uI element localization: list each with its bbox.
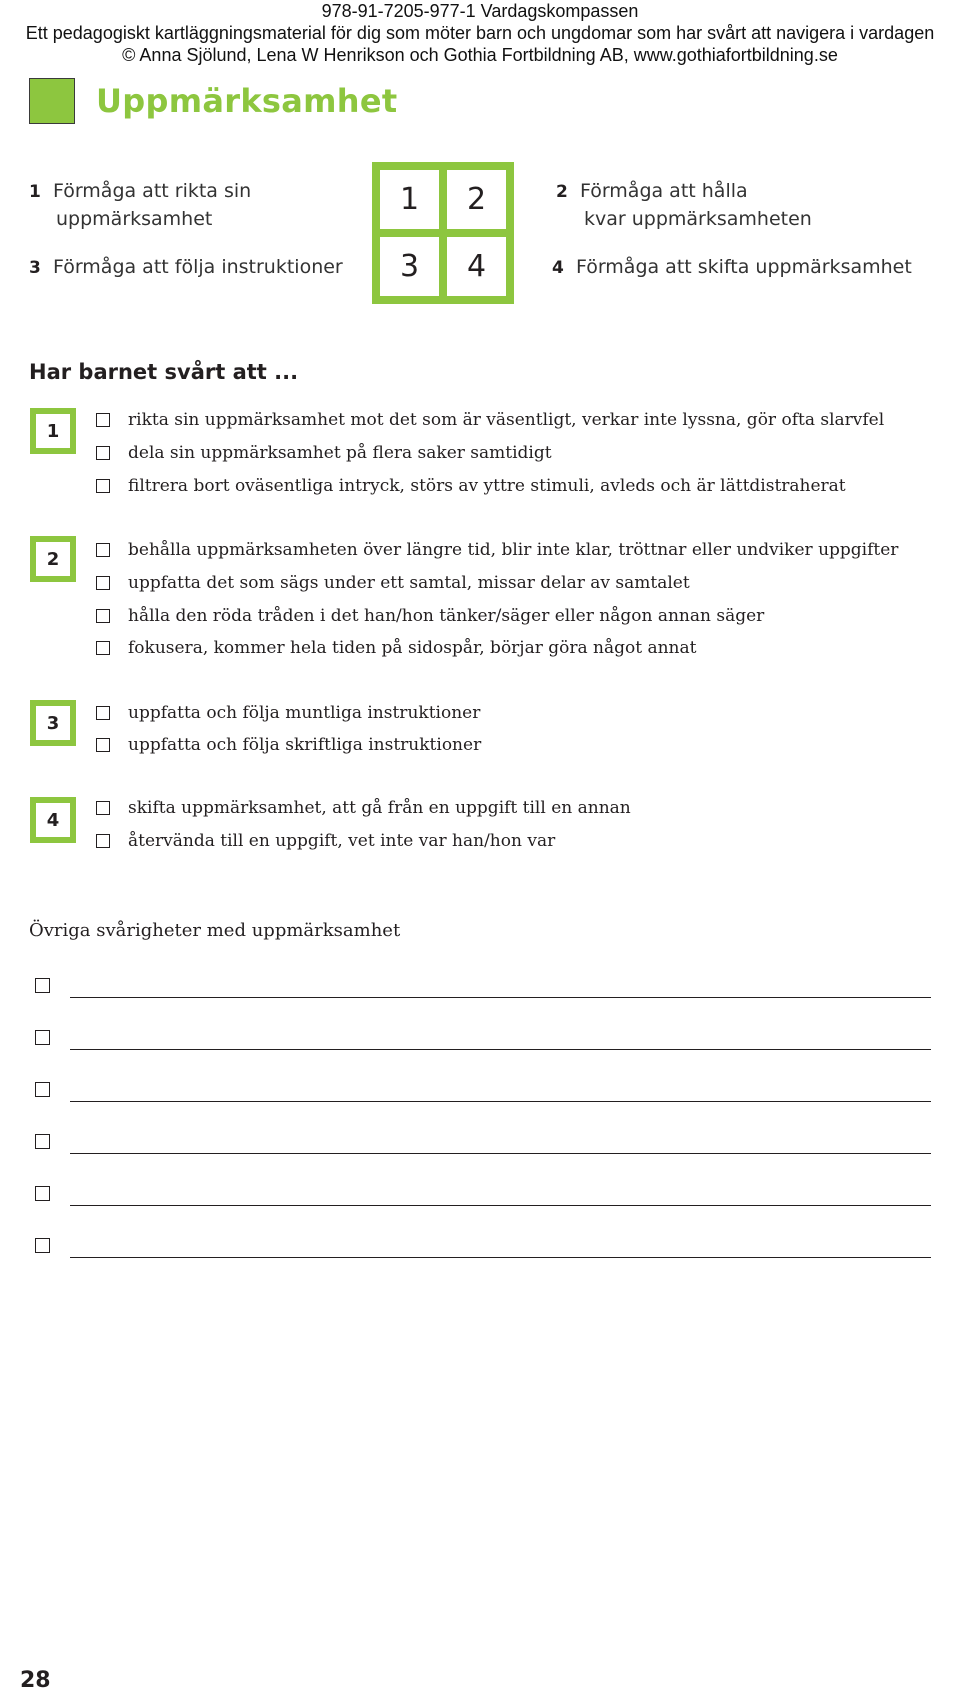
checklist-item[interactable] bbox=[96, 730, 481, 760]
write-in-row[interactable] bbox=[33, 1180, 933, 1210]
checkbox-icon[interactable] bbox=[96, 413, 110, 427]
checklist-item-label: rikta sin uppmärksamhet mot det som är väsentligt, verkar inte lyssna, gör ofta slarvfel bbox=[128, 410, 885, 430]
grid-cell-2: 2 bbox=[447, 170, 506, 229]
checkbox-icon[interactable] bbox=[96, 641, 110, 655]
legend-item-3 bbox=[29, 254, 343, 281]
checkbox-icon[interactable] bbox=[96, 609, 110, 623]
checkbox-icon[interactable] bbox=[35, 1082, 50, 1097]
checklist-item-label: återvända till en uppgift, vet inte var han/hon var bbox=[128, 831, 556, 851]
section-number-3: 3 bbox=[30, 700, 76, 746]
write-in-row[interactable] bbox=[33, 1232, 933, 1262]
checklist-item-label: uppfatta det som sägs under ett samtal, missar delar av samtalet bbox=[128, 573, 690, 593]
legend-item-2-cont: kvar uppmärksamheten bbox=[584, 208, 812, 230]
checkbox-icon[interactable] bbox=[35, 1030, 50, 1045]
checklist-item-label: filtrera bort oväsentliga intryck, störs av yttre stimuli, avleds och är lättdistraherat bbox=[128, 476, 846, 496]
checkbox-icon[interactable] bbox=[96, 576, 110, 590]
checkbox-icon[interactable] bbox=[96, 801, 110, 815]
checklist-item[interactable] bbox=[96, 698, 480, 728]
header-description: Ett pedagogiskt kartläggningsmaterial för dig som möter barn och ungdomar som har svårt att navigera i vardagen bbox=[25, 23, 935, 43]
checklist-item[interactable] bbox=[96, 793, 631, 823]
legend-text: Förmåga att hålla bbox=[579, 180, 748, 202]
checklist-item-label: hålla den röda tråden i det han/hon tänker/säger eller någon annan säger bbox=[128, 606, 765, 626]
checkbox-icon[interactable] bbox=[35, 1238, 50, 1253]
legend-item-1 bbox=[29, 178, 251, 205]
checklist-item[interactable] bbox=[96, 535, 898, 565]
checklist-item[interactable] bbox=[96, 471, 846, 501]
checkbox-icon[interactable] bbox=[96, 738, 110, 752]
page-number: 28 bbox=[20, 1668, 51, 1693]
checklist-item[interactable] bbox=[96, 405, 884, 435]
checklist-item-label: fokusera, kommer hela tiden på sidospår, börjar göra något annat bbox=[128, 638, 697, 658]
checklist-item-label: behålla uppmärksamheten över längre tid, blir inte klar, tröttnar eller undviker uppgifter bbox=[128, 540, 899, 560]
legend-item-2 bbox=[556, 178, 748, 205]
checklist-item-label: skifta uppmärksamhet, att gå från en uppgift till en annan bbox=[128, 798, 631, 818]
checkbox-icon[interactable] bbox=[35, 1134, 50, 1149]
other-difficulties-label: Övriga svårigheter med uppmärksamhet bbox=[29, 920, 401, 941]
checklist-heading: Har barnet svårt att ... bbox=[29, 360, 299, 384]
legend-number: 3 bbox=[29, 258, 41, 278]
checkbox-icon[interactable] bbox=[96, 543, 110, 557]
header-isbn: 978-91-7205-977-1 Vardagskompassen bbox=[321, 1, 639, 21]
checkbox-icon[interactable] bbox=[96, 479, 110, 493]
checklist-item-label: uppfatta och följa muntliga instruktioner bbox=[128, 703, 481, 723]
legend-number: 2 bbox=[556, 182, 568, 202]
checkbox-icon[interactable] bbox=[96, 834, 110, 848]
write-in-line[interactable] bbox=[70, 1153, 931, 1154]
grid-cell-1: 1 bbox=[380, 170, 439, 229]
write-in-line[interactable] bbox=[70, 1257, 931, 1258]
page-title: Uppmärksamhet bbox=[96, 82, 398, 120]
write-in-row[interactable] bbox=[33, 972, 933, 1002]
checklist-item[interactable] bbox=[96, 601, 764, 631]
checklist-item[interactable] bbox=[96, 438, 552, 468]
legend-text: Förmåga att följa instruktioner bbox=[52, 256, 343, 278]
header-copyright: © Anna Sjölund, Lena W Henrikson och Gothia Fortbildning AB, www.gothiafortbildning.se bbox=[122, 45, 838, 65]
write-in-row[interactable] bbox=[33, 1024, 933, 1054]
section-number-2: 2 bbox=[30, 536, 76, 582]
section-number-1: 1 bbox=[30, 408, 76, 454]
section-number-4: 4 bbox=[30, 797, 76, 843]
legend-item-4 bbox=[552, 254, 912, 281]
grid-cell-4: 4 bbox=[447, 237, 506, 296]
checklist-item-label: uppfatta och följa skriftliga instruktioner bbox=[128, 735, 482, 755]
write-in-line[interactable] bbox=[70, 1049, 931, 1050]
checkbox-icon[interactable] bbox=[96, 706, 110, 720]
grid-cell-3: 3 bbox=[380, 237, 439, 296]
category-grid bbox=[372, 162, 514, 304]
checklist-item[interactable] bbox=[96, 826, 555, 856]
checklist-item[interactable] bbox=[96, 633, 696, 663]
checklist-item-label: dela sin uppmärksamhet på flera saker samtidigt bbox=[128, 443, 552, 463]
legend-number: 4 bbox=[552, 258, 564, 278]
checkbox-icon[interactable] bbox=[35, 1186, 50, 1201]
legend-number: 1 bbox=[29, 182, 41, 202]
checklist-item[interactable] bbox=[96, 568, 690, 598]
write-in-row[interactable] bbox=[33, 1076, 933, 1106]
write-in-row[interactable] bbox=[33, 1128, 933, 1158]
write-in-line[interactable] bbox=[70, 1101, 931, 1102]
title-square-icon bbox=[29, 78, 75, 124]
legend-text: Förmåga att skifta uppmärksamhet bbox=[575, 256, 912, 278]
write-in-line[interactable] bbox=[70, 997, 931, 998]
legend-text: Förmåga att rikta sin bbox=[52, 180, 252, 202]
checkbox-icon[interactable] bbox=[35, 978, 50, 993]
legend-item-1-cont: uppmärksamhet bbox=[56, 208, 213, 230]
write-in-line[interactable] bbox=[70, 1205, 931, 1206]
checkbox-icon[interactable] bbox=[96, 446, 110, 460]
